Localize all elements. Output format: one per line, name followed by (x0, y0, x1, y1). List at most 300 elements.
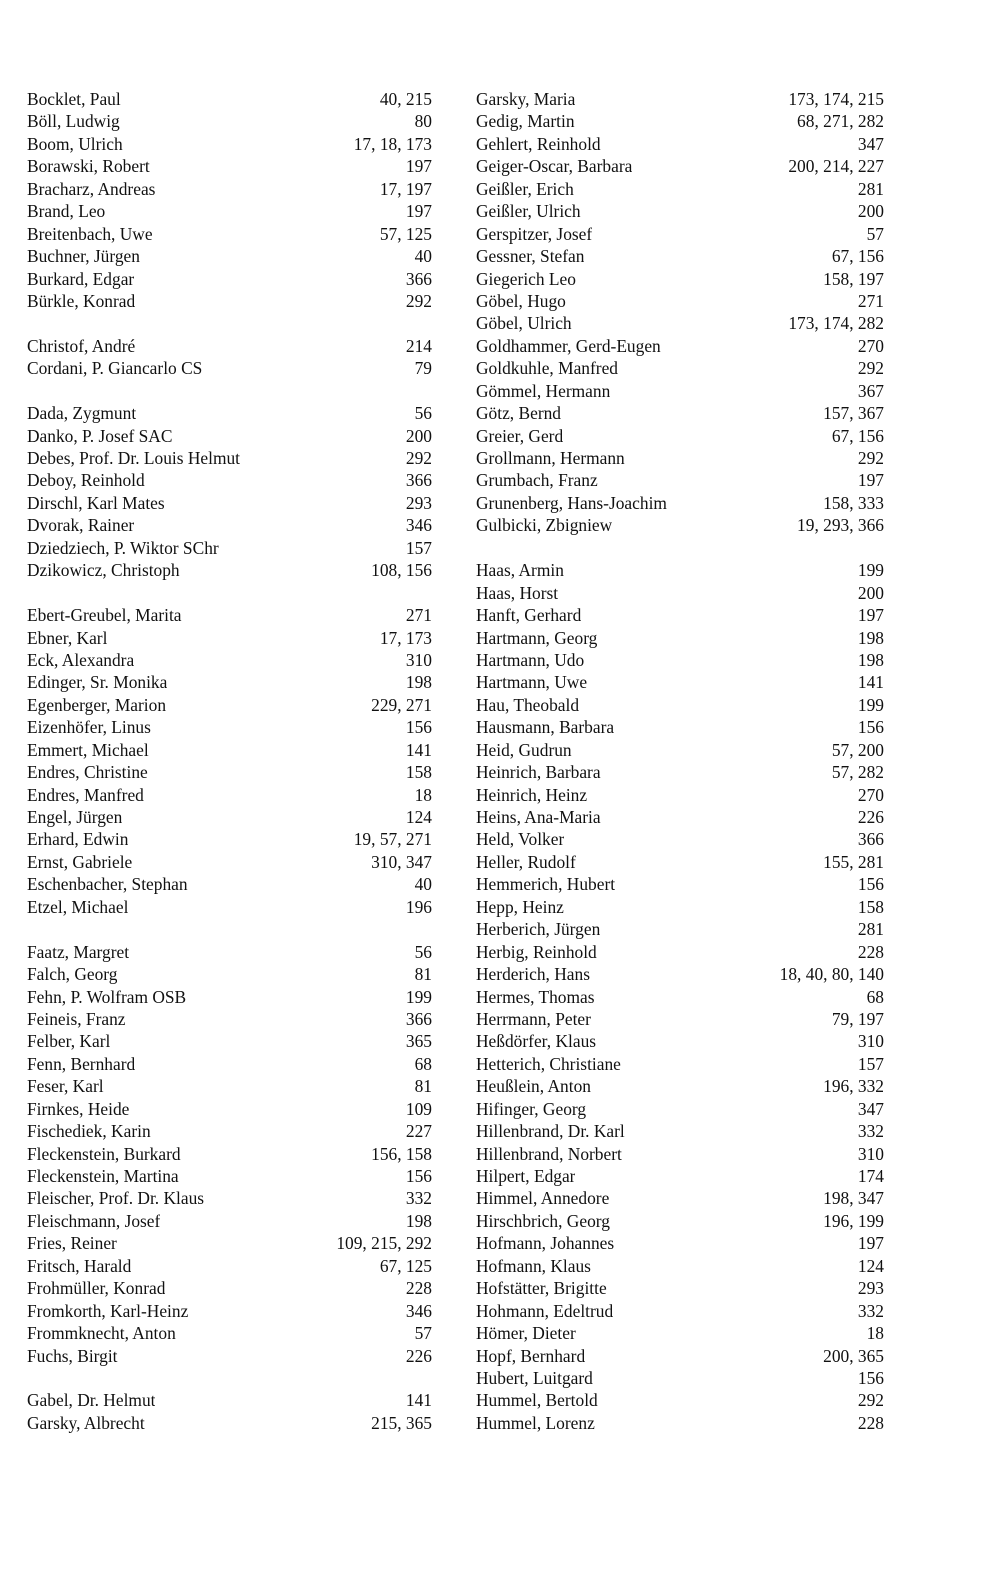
index-entry (27, 873, 432, 895)
entry-name: Brand, Leo (27, 201, 106, 222)
entry-pages: 292 (857, 1390, 884, 1411)
index-entry (476, 1075, 884, 1097)
index-entry (27, 559, 432, 581)
index-entry (476, 88, 884, 110)
entry-pages: 366 (405, 1008, 432, 1029)
entry-pages: 57 (414, 1323, 432, 1344)
entry-pages: 40 (414, 874, 432, 895)
entry-name: Herrmann, Peter (476, 1008, 591, 1029)
index-entry (27, 178, 432, 200)
letter-group-spacer (27, 582, 432, 604)
entry-name: Böll, Ludwig (27, 111, 120, 132)
entry-pages: 196 (405, 896, 432, 917)
entry-name: Ebert-Greubel, Marita (27, 605, 182, 626)
entry-pages: 293 (405, 492, 432, 513)
entry-pages: 199 (405, 986, 432, 1007)
index-entry (27, 986, 432, 1008)
index-entry (476, 200, 884, 222)
index-entry (27, 1255, 432, 1277)
entry-pages: 292 (857, 358, 884, 379)
entry-name: Buchner, Jürgen (27, 246, 140, 267)
entry-name: Fuchs, Birgit (27, 1345, 118, 1366)
entry-name: Hau, Theobald (476, 694, 580, 715)
index-entry (27, 1098, 432, 1120)
entry-name: Dziedziech, P. Wiktor SChr (27, 537, 219, 558)
entry-pages: 158 (857, 896, 884, 917)
entry-pages: 109 (405, 1098, 432, 1119)
entry-name: Egenberger, Marion (27, 694, 167, 715)
entry-name: Cordani, P. Giancarlo CS (27, 358, 203, 379)
entry-name: Debes, Prof. Dr. Louis Helmut (27, 448, 241, 468)
entry-pages: 17, 197 (379, 178, 432, 199)
entry-pages: 17, 173 (379, 627, 432, 648)
index-entry (27, 1075, 432, 1097)
entry-name: Hillenbrand, Norbert (476, 1143, 622, 1164)
entry-pages: 227 (405, 1121, 432, 1142)
entry-pages: 109, 215, 292 (336, 1233, 432, 1254)
entry-pages: 57, 125 (379, 223, 432, 244)
entry-pages: 198 (405, 1210, 432, 1231)
index-entry (476, 806, 884, 828)
entry-pages: 197 (857, 1233, 884, 1254)
index-entry (476, 1412, 884, 1434)
entry-pages: 281 (857, 178, 884, 199)
entry-pages: 157, 367 (823, 403, 884, 424)
entry-name: Eschenbacher, Stephan (27, 874, 188, 895)
entry-pages: 68, 271, 282 (797, 111, 884, 132)
entry-pages: 157 (857, 1053, 884, 1074)
entry-pages: 347 (857, 133, 884, 154)
entry-pages: 228 (857, 1412, 884, 1433)
letter-group-spacer (27, 1367, 432, 1389)
letter-group-spacer (27, 312, 432, 334)
entry-pages: 79, 197 (831, 1008, 884, 1029)
entry-pages: 56 (414, 941, 432, 962)
index-entry (476, 1098, 884, 1120)
index-entry (476, 716, 884, 738)
index-entry (476, 425, 884, 447)
index-entry (27, 469, 432, 491)
entry-name: Hartmann, Udo (476, 649, 585, 670)
entry-pages: 67, 125 (379, 1255, 432, 1276)
entry-name: Feineis, Franz (27, 1008, 126, 1029)
entry-pages: 346 (405, 515, 432, 536)
entry-name: Edinger, Sr. Monika (27, 672, 168, 693)
entry-pages: 156 (405, 1166, 432, 1186)
entry-pages: 155, 281 (823, 851, 884, 872)
entry-pages: 173, 174, 215 (788, 89, 884, 109)
entry-pages: 292 (405, 448, 432, 468)
index-entry (27, 357, 432, 379)
index-entry (27, 963, 432, 985)
index-entry (27, 1053, 432, 1075)
entry-pages: 158, 197 (823, 268, 884, 289)
entry-name: Bocklet, Paul (27, 89, 121, 109)
entry-pages: 67, 156 (831, 246, 884, 267)
index-entry (27, 110, 432, 132)
index-entry (27, 851, 432, 873)
index-entry (476, 873, 884, 895)
entry-name: Gömmel, Hermann (476, 380, 611, 401)
index-entry (27, 671, 432, 693)
entry-name: Hirschbrich, Georg (476, 1210, 610, 1231)
entry-pages: 141 (857, 672, 884, 693)
index-entry (27, 223, 432, 245)
index-entry (27, 335, 432, 357)
entry-name: Geiger-Oscar, Barbara (476, 156, 633, 177)
entry-pages: 174 (857, 1166, 884, 1186)
entry-pages: 81 (414, 1076, 432, 1097)
entry-pages: 198, 347 (823, 1188, 884, 1209)
entry-pages: 156, 158 (371, 1143, 432, 1164)
entry-name: Gulbicki, Zbigniew (476, 515, 613, 536)
entry-name: Dirschl, Karl Mates (27, 492, 165, 513)
entry-name: Eizenhöfer, Linus (27, 717, 151, 738)
index-entry (27, 627, 432, 649)
entry-pages: 18 (866, 1323, 884, 1344)
entry-pages: 18, 40, 80, 140 (779, 964, 884, 985)
entry-name: Hermes, Thomas (476, 986, 595, 1007)
entry-name: Gabel, Dr. Helmut (27, 1390, 156, 1411)
index-entry (27, 268, 432, 290)
entry-pages: 270 (857, 335, 884, 356)
entry-name: Hanft, Gerhard (476, 605, 582, 626)
entry-name: Geißler, Erich (476, 178, 574, 199)
entry-name: Hubert, Luitgard (476, 1367, 593, 1388)
entry-name: Göbel, Hugo (476, 290, 566, 311)
index-entry (27, 1165, 432, 1187)
index-entry (476, 604, 884, 626)
entry-name: Frohmüller, Konrad (27, 1278, 166, 1299)
entry-pages: 81 (414, 964, 432, 985)
entry-pages: 332 (405, 1188, 432, 1209)
entry-pages: 141 (405, 1390, 432, 1411)
index-entry (476, 828, 884, 850)
entry-name: Heller, Rudolf (476, 851, 576, 872)
entry-name: Garsky, Maria (476, 89, 576, 109)
entry-name: Fehn, P. Wolfram OSB (27, 986, 187, 1007)
index-entry (27, 425, 432, 447)
entry-name: Fleckenstein, Martina (27, 1166, 179, 1186)
entry-name: Geißler, Ulrich (476, 201, 581, 222)
index-entry (476, 380, 884, 402)
entry-name: Emmert, Michael (27, 739, 149, 760)
entry-name: Dzikowicz, Christoph (27, 560, 180, 581)
entry-name: Hofstätter, Brigitte (476, 1278, 607, 1299)
entry-name: Heid, Gudrun (476, 739, 572, 760)
entry-pages: 158, 333 (823, 492, 884, 513)
index-entry (27, 739, 432, 761)
entry-pages: 156 (405, 717, 432, 738)
index-entry (476, 851, 884, 873)
index-entry (27, 1120, 432, 1142)
entry-pages: 270 (857, 784, 884, 805)
index-entry (476, 986, 884, 1008)
entry-name: Grunenberg, Hans-Joachim (476, 492, 667, 513)
entry-name: Heinrich, Heinz (476, 784, 588, 805)
entry-name: Etzel, Michael (27, 896, 129, 917)
index-entry (27, 784, 432, 806)
entry-pages: 347 (857, 1098, 884, 1119)
entry-pages: 68 (414, 1053, 432, 1074)
entry-pages: 281 (857, 919, 884, 940)
entry-name: Gehlert, Reinhold (476, 133, 601, 154)
index-entry (476, 1367, 884, 1389)
letter-group-spacer (27, 918, 432, 940)
entry-name: Hohmann, Edeltrud (476, 1300, 614, 1321)
entry-name: Goldkuhle, Manfred (476, 358, 618, 379)
entry-pages: 226 (857, 807, 884, 827)
letter-group-spacer (27, 380, 432, 402)
entry-name: Gerspitzer, Josef (476, 223, 593, 244)
index-entry (476, 1187, 884, 1209)
entry-pages: 57, 200 (831, 739, 884, 760)
entry-name: Hartmann, Uwe (476, 672, 588, 693)
index-entry (476, 1255, 884, 1277)
entry-name: Hemmerich, Hubert (476, 874, 616, 895)
index-entry (476, 1008, 884, 1030)
entry-name: Fenn, Bernhard (27, 1053, 136, 1074)
index-entry (476, 223, 884, 245)
entry-name: Hilpert, Edgar (476, 1166, 576, 1186)
entry-name: Held, Volker (476, 829, 565, 850)
entry-pages: 310 (857, 1031, 884, 1052)
index-entry (27, 155, 432, 177)
entry-name: Heinrich, Barbara (476, 762, 601, 783)
entry-pages: 56 (414, 403, 432, 424)
entry-name: Firnkes, Heide (27, 1098, 130, 1119)
index-entry (476, 1053, 884, 1075)
entry-name: Ernst, Gabriele (27, 851, 133, 872)
index-entry (27, 245, 432, 267)
entry-pages: 200 (405, 425, 432, 446)
entry-pages: 197 (405, 201, 432, 222)
entry-pages: 156 (857, 1367, 884, 1388)
index-entry (476, 312, 884, 334)
entry-name: Hausmann, Barbara (476, 717, 615, 738)
entry-pages: 197 (857, 470, 884, 491)
entry-name: Felber, Karl (27, 1031, 111, 1052)
entry-name: Endres, Christine (27, 762, 148, 783)
entry-name: Herbig, Reinhold (476, 941, 597, 962)
entry-name: Ebner, Karl (27, 627, 108, 648)
entry-name: Hummel, Bertold (476, 1390, 598, 1411)
entry-name: Garsky, Albrecht (27, 1412, 145, 1433)
entry-name: Hifinger, Georg (476, 1098, 587, 1119)
entry-pages: 226 (405, 1345, 432, 1366)
entry-name: Gessner, Stefan (476, 246, 585, 267)
entry-name: Boom, Ulrich (27, 133, 123, 154)
index-column-right (476, 88, 884, 1434)
entry-name: Hartmann, Georg (476, 627, 598, 648)
entry-pages: 141 (405, 739, 432, 760)
entry-name: Fleischmann, Josef (27, 1210, 161, 1231)
entry-name: Danko, P. Josef SAC (27, 425, 173, 446)
entry-name: Fischediek, Karin (27, 1121, 151, 1142)
index-entry (27, 1030, 432, 1052)
entry-name: Fromkorth, Karl-Heinz (27, 1300, 189, 1321)
entry-name: Fleckenstein, Burkard (27, 1143, 181, 1164)
entry-name: Gedig, Martin (476, 111, 575, 132)
entry-pages: 80 (414, 111, 432, 132)
entry-pages: 18 (414, 784, 432, 805)
entry-pages: 366 (405, 268, 432, 289)
index-entry (27, 492, 432, 514)
index-entry (476, 1277, 884, 1299)
entry-pages: 332 (857, 1121, 884, 1142)
entry-pages: 124 (857, 1255, 884, 1276)
entry-pages: 346 (405, 1300, 432, 1321)
entry-pages: 214 (405, 335, 432, 356)
entry-pages: 108, 156 (371, 560, 432, 581)
entry-pages: 19, 57, 271 (353, 829, 432, 850)
entry-pages: 196, 199 (823, 1210, 884, 1231)
entry-pages: 271 (405, 605, 432, 626)
index-entry (27, 941, 432, 963)
index-entry (476, 492, 884, 514)
index-entry (27, 514, 432, 536)
entry-name: Hömer, Dieter (476, 1323, 576, 1344)
index-entry (27, 133, 432, 155)
entry-pages: 40, 215 (379, 89, 432, 109)
entry-pages: 199 (857, 560, 884, 581)
index-entry (476, 1322, 884, 1344)
entry-name: Feser, Karl (27, 1076, 104, 1097)
entry-name: Christof, André (27, 335, 136, 356)
index-entry (476, 357, 884, 379)
entry-pages: 228 (857, 941, 884, 962)
index-entry (476, 1143, 884, 1165)
index-entry (476, 1345, 884, 1367)
entry-pages: 68 (866, 986, 884, 1007)
index-entry (476, 268, 884, 290)
entry-name: Breitenbach, Uwe (27, 223, 153, 244)
index-entry (476, 739, 884, 761)
entry-name: Dada, Zygmunt (27, 403, 137, 424)
index-entry (476, 627, 884, 649)
entry-pages: 229, 271 (371, 694, 432, 715)
entry-name: Faatz, Margret (27, 941, 130, 962)
entry-pages: 367 (857, 380, 884, 401)
entry-name: Bracharz, Andreas (27, 178, 156, 199)
entry-name: Haas, Armin (476, 560, 564, 581)
entry-pages: 200 (857, 582, 884, 603)
entry-pages: 365 (405, 1031, 432, 1052)
entry-name: Eck, Alexandra (27, 649, 135, 670)
entry-name: Hofmann, Johannes (476, 1233, 615, 1254)
entry-pages: 198 (405, 672, 432, 693)
index-entry (476, 155, 884, 177)
entry-name: Erhard, Edwin (27, 829, 129, 850)
entry-pages: 271 (857, 290, 884, 311)
index-entry (27, 290, 432, 312)
entry-pages: 156 (857, 874, 884, 895)
index-entry (476, 1389, 884, 1411)
index-entry (27, 694, 432, 716)
entry-name: Endres, Manfred (27, 784, 144, 805)
entry-pages: 292 (857, 448, 884, 468)
entry-pages: 228 (405, 1278, 432, 1299)
index-entry (476, 178, 884, 200)
index-entry (476, 761, 884, 783)
entry-pages: 173, 174, 282 (788, 313, 884, 334)
entry-pages: 332 (857, 1300, 884, 1321)
entry-pages: 310, 347 (371, 851, 432, 872)
index-entry (476, 133, 884, 155)
index-entry (27, 1232, 432, 1254)
entry-name: Grollmann, Hermann (476, 448, 625, 468)
index-entry (476, 941, 884, 963)
index-entry (27, 649, 432, 671)
entry-name: Engel, Jürgen (27, 807, 123, 827)
index-entry (27, 1277, 432, 1299)
entry-name: Fritsch, Harald (27, 1255, 132, 1276)
index-entry (27, 716, 432, 738)
index-entry (476, 694, 884, 716)
entry-name: Hillenbrand, Dr. Karl (476, 1121, 625, 1142)
index-entry (27, 828, 432, 850)
entry-pages: 196, 332 (823, 1076, 884, 1097)
index-entry (476, 1165, 884, 1187)
index-entry (27, 1322, 432, 1344)
index-entry (27, 1187, 432, 1209)
index-entry (27, 604, 432, 626)
entry-pages: 198 (857, 649, 884, 670)
index-entry (476, 963, 884, 985)
entry-pages: 124 (405, 807, 432, 827)
entry-pages: 199 (857, 694, 884, 715)
index-entry (27, 806, 432, 828)
index-entry (476, 335, 884, 357)
index-entry (27, 88, 432, 110)
entry-name: Bürkle, Konrad (27, 290, 136, 311)
entry-pages: 156 (857, 717, 884, 738)
index-entry (27, 1143, 432, 1165)
entry-name: Goldhammer, Gerd-Eugen (476, 335, 661, 356)
index-entry (476, 1300, 884, 1322)
entry-name: Burkard, Edgar (27, 268, 135, 289)
index-entry (27, 402, 432, 424)
index-entry (27, 761, 432, 783)
entry-name: Fleischer, Prof. Dr. Klaus (27, 1188, 205, 1209)
entry-pages: 293 (857, 1278, 884, 1299)
entry-pages: 197 (857, 605, 884, 626)
entry-name: Falch, Georg (27, 964, 118, 985)
entry-name: Deboy, Reinhold (27, 470, 145, 491)
index-entry (476, 582, 884, 604)
entry-pages: 366 (857, 829, 884, 850)
index-entry (476, 918, 884, 940)
entry-pages: 157 (405, 537, 432, 558)
index-entry (27, 1210, 432, 1232)
index-entry (476, 514, 884, 536)
entry-pages: 200, 214, 227 (788, 156, 884, 177)
index-entry (476, 1232, 884, 1254)
index-entry (27, 1300, 432, 1322)
entry-name: Dvorak, Rainer (27, 515, 135, 536)
entry-name: Heins, Ana-Maria (476, 807, 601, 827)
entry-pages: 215, 365 (371, 1412, 432, 1433)
index-entry (27, 537, 432, 559)
entry-name: Hetterich, Christiane (476, 1053, 621, 1074)
entry-name: Göbel, Ulrich (476, 313, 572, 334)
entry-pages: 198 (857, 627, 884, 648)
index-entry (476, 784, 884, 806)
index-column-left (27, 88, 432, 1434)
index-entry (27, 1345, 432, 1367)
entry-name: Hummel, Lorenz (476, 1412, 595, 1433)
entry-pages: 310 (857, 1143, 884, 1164)
